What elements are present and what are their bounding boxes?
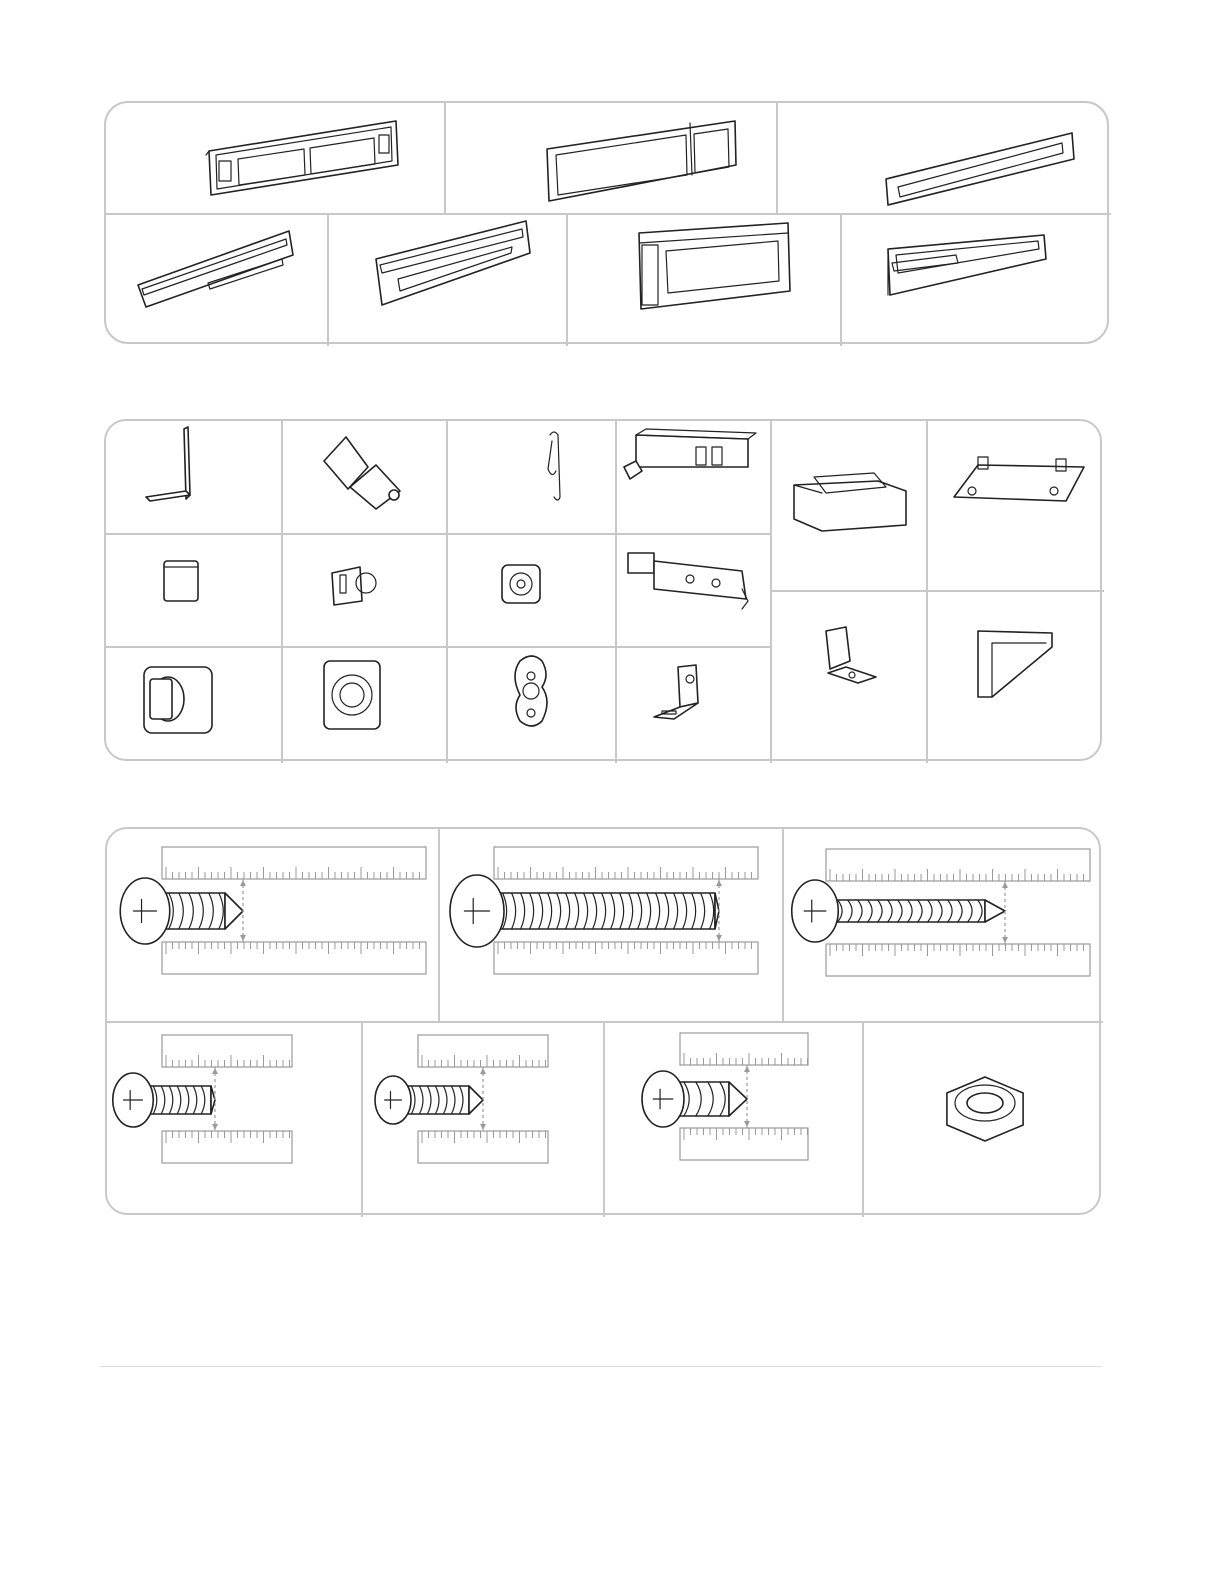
pan-head-screw-coarse-ruler-top <box>680 1033 808 1065</box>
self-tapping-screw-medium-ruler-top <box>162 847 426 879</box>
angle-bracket-illustration <box>106 421 1104 763</box>
self-tapping-screw-medium-ruler-bottom <box>162 942 426 974</box>
machine-screw-long-ruler-top <box>494 847 758 879</box>
pan-head-screw-small-shank <box>407 1086 469 1114</box>
tapered-rail-c-illustration <box>106 103 1111 346</box>
pan-head-screw-short-ruler-top <box>162 1035 292 1067</box>
hardware-group <box>104 419 1102 761</box>
pan-head-screw-small-ruler-bottom <box>418 1131 548 1163</box>
pan-head-screw-coarse-ruler-bottom <box>680 1128 808 1160</box>
wood-screw-washer-head-ruler-bottom <box>826 944 1090 976</box>
pan-head-screw-short-shank <box>149 1086 211 1114</box>
screws-group <box>105 827 1101 1215</box>
pan-head-screw-short-ruler-bottom <box>162 1131 292 1163</box>
machine-screw-long-ruler-bottom <box>494 942 758 974</box>
screw-rulers-layer <box>107 829 1103 1217</box>
wood-screw-washer-head-ruler-top <box>826 849 1090 881</box>
pan-head-screw-small-ruler-top <box>418 1035 548 1067</box>
footer-divider <box>100 1366 1102 1367</box>
panels-group <box>104 101 1109 344</box>
